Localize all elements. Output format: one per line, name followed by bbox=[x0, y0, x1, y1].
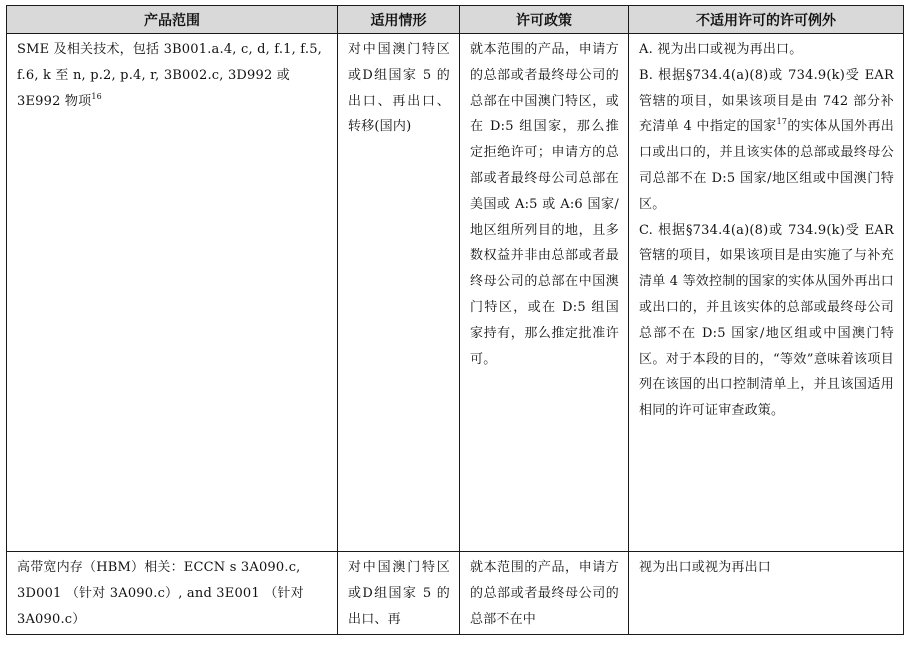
footnote-marker: 16 bbox=[91, 91, 102, 101]
header-applicable-situation: 适用情形 bbox=[338, 6, 460, 34]
header-license-policy: 许可政策 bbox=[460, 6, 629, 34]
export-control-table bbox=[6, 5, 904, 635]
header-license-exceptions: 不适用许可的许可例外 bbox=[629, 6, 904, 34]
exception-a: A. 视为出口或视为再出口。 bbox=[639, 42, 803, 57]
situation-cell: 对中国澳门特区或D组国家 5 的出口、再 bbox=[338, 552, 460, 635]
product-scope-text: SME 及相关技术，包括 3B001.a.4, c, d, f.1, f.5, f.6, k 至 n, p.2, p.4, r, 3B002.c, 3D992 或 3E992 物项 bbox=[17, 42, 322, 109]
exception-b-text: B. 根据§734.4(a)(8)或 734.9(k)受 EAR 管辖的项目，如果该项目是由 742 部分补充清单 4 中指定的国家 bbox=[639, 67, 894, 135]
header-product-scope: 产品范围 bbox=[7, 6, 338, 34]
table-row bbox=[7, 34, 904, 552]
exceptions-cell: 视为出口或视为再出口 bbox=[629, 552, 904, 635]
situation-cell: 对中国澳门特区或D组国家 5 的出口、再出口、转移(国内) bbox=[338, 34, 460, 552]
footnote-marker: 17 bbox=[776, 117, 788, 127]
table-row bbox=[7, 552, 904, 635]
header-row bbox=[7, 6, 904, 34]
exception-c: C. 根据§734.4(a)(8)或 734.9(k)受 EAR 管辖的项目，如果该项目是由实施了与补充清单 4 等效控制的国家的实体从国外再出口或出口的，并且该实体的总部或最终母公司总部不在 D:5 国家/地区组或中国澳门特区。对于本段的目的，“等效”意味着该项目列在该国的出口控制清单上，并且该国适用相同的许可证审查政策。 bbox=[639, 222, 894, 419]
policy-cell: 就本范围的产品，申请方的总部或者最终母公司的总部不在中 bbox=[460, 552, 629, 635]
product-scope-cell bbox=[7, 34, 338, 552]
exceptions-cell bbox=[629, 34, 904, 552]
product-scope-cell: 高带宽内存（HBM）相关：ECCN s 3A090.c, 3D001 （针对 3A090.c）, and 3E001 （针对 3A090.c） bbox=[7, 552, 338, 635]
exception-b bbox=[639, 63, 894, 218]
policy-cell: 就本范围的产品，申请方的总部或者最终母公司的总部在中国澳门特区，或在 D:5 组国家，那么推定拒绝许可；申请方的总部或者最终母公司总部在美国或 A:5 或 A:6 国家/地区组所列目的地，且多数权益并非由总部或者最终母公司的总部在中国澳门特区，或在 D:5 组国家持有，那么推定批准许可。 bbox=[460, 34, 629, 552]
exception-b-text-after: 的实体从国外再出口或出口的，并且该实体的总部或最终母公司总部不在 D:5 国家/地区组或中国澳门特区。 bbox=[639, 119, 894, 212]
